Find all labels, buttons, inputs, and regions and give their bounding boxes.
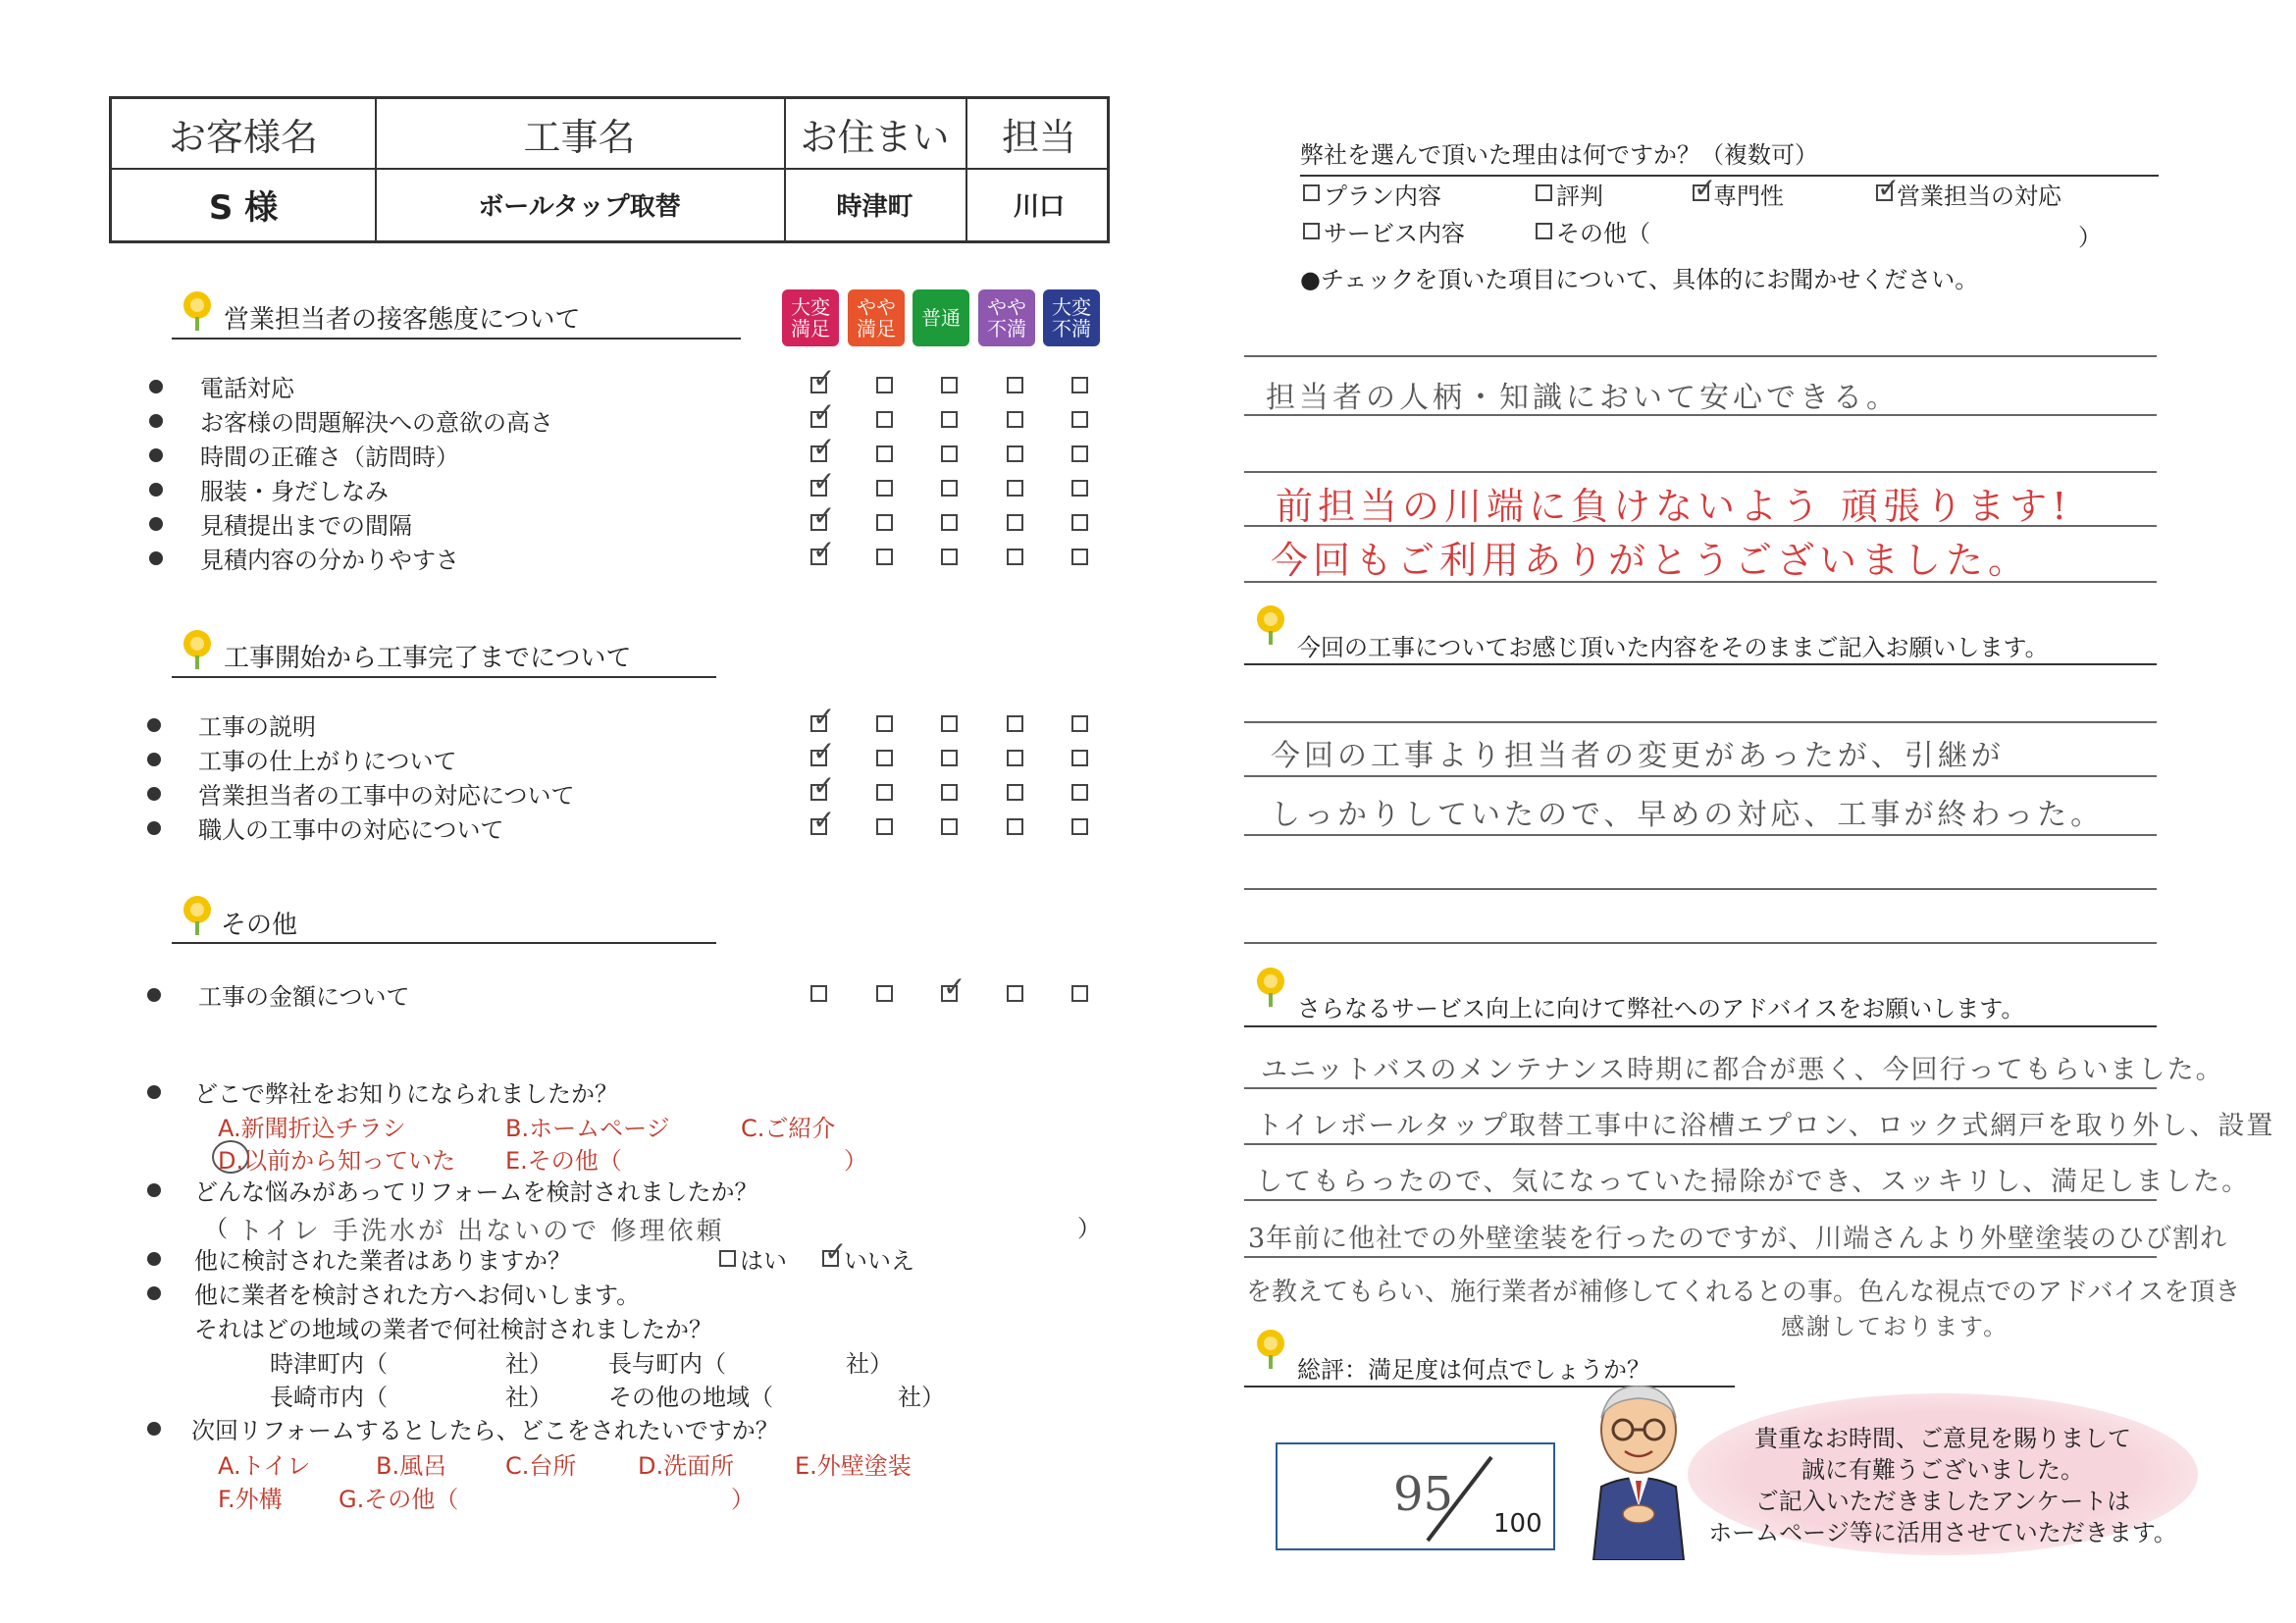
rating-item-label: 工事の金額について bbox=[198, 983, 410, 1011]
rating-checkbox-5[interactable] bbox=[1071, 514, 1088, 531]
check-mark: ✓ bbox=[812, 396, 836, 429]
section-underline bbox=[1244, 663, 2157, 665]
q-know-option-d: D.以前から知っていた bbox=[218, 1147, 456, 1175]
rating-item-label: お客様の問題解決への意欲の高さ bbox=[200, 409, 553, 437]
work-label: 工事名 bbox=[523, 115, 636, 159]
q-region-sha: 社） bbox=[846, 1350, 893, 1378]
staff-name: 川口 bbox=[1013, 191, 1065, 222]
flower-icon bbox=[1256, 1330, 1285, 1369]
rating-checkbox-5[interactable] bbox=[1071, 377, 1088, 393]
rating-checkbox-5[interactable] bbox=[1071, 715, 1088, 732]
reason-reputation-checkbox[interactable] bbox=[1536, 184, 1552, 201]
q-know-option-e-close: ） bbox=[844, 1147, 867, 1175]
rating-item-label: 見積内容の分かりやすさ bbox=[200, 547, 459, 574]
rating-checkbox-2[interactable] bbox=[876, 784, 893, 801]
score-slash bbox=[1423, 1452, 1501, 1545]
rating-item-label: 営業担当者の工事中の対応について bbox=[198, 782, 575, 810]
rating-checkbox-4[interactable] bbox=[1007, 715, 1023, 732]
rating-checkbox-3[interactable] bbox=[941, 750, 958, 766]
q-region-question-2: それはどの地域の業者で何社検討されましたか？ bbox=[194, 1316, 712, 1343]
check-mark: ✓ bbox=[812, 362, 836, 394]
section-underline bbox=[1244, 1025, 2157, 1027]
rating-checkbox-3[interactable] bbox=[941, 445, 958, 462]
bullet bbox=[149, 517, 163, 531]
q-other-question: 他に検討された業者はありますか？ bbox=[194, 1247, 571, 1275]
q-worry-close: ） bbox=[1077, 1215, 1101, 1242]
bullet bbox=[147, 1183, 161, 1197]
legend-badge-2: やや 満足 bbox=[848, 289, 905, 346]
rating-checkbox-3[interactable] bbox=[941, 377, 958, 393]
rating-checkbox-3[interactable] bbox=[941, 549, 958, 565]
q-next-option-f: F.外構 bbox=[218, 1486, 283, 1513]
reason-other-close: ） bbox=[2078, 224, 2102, 251]
check-mark: ✓ bbox=[812, 804, 836, 836]
staff-portrait-icon bbox=[1580, 1379, 1697, 1560]
ruled-line bbox=[1244, 355, 2157, 357]
rating-checkbox-3[interactable] bbox=[941, 715, 958, 732]
rating-checkbox-4[interactable] bbox=[1007, 377, 1023, 393]
q-know-option-a: A.新聞折込チラシ bbox=[218, 1115, 406, 1142]
reason-followup: ●チェックを頂いた項目について、具体的にお聞かせください。 bbox=[1300, 266, 1979, 293]
reason-expertise-label: 専門性 bbox=[1713, 183, 1784, 210]
bullet bbox=[147, 787, 161, 801]
q-other-yes-checkbox[interactable] bbox=[719, 1250, 736, 1267]
staff-label: 担当 bbox=[1001, 115, 1076, 159]
q-worry-open: （ bbox=[204, 1215, 228, 1242]
legend-badge-5: 大変 不満 bbox=[1043, 289, 1100, 346]
q-next-option-g-close: ） bbox=[731, 1486, 755, 1513]
customer-label: お客様名 bbox=[168, 115, 318, 159]
q-region-nagasaki: 長崎市内（ bbox=[270, 1384, 388, 1411]
check-mark: ✓ bbox=[943, 970, 966, 1003]
q-region-tokitsu: 時津町内（ bbox=[270, 1350, 388, 1378]
reason-plan-checkbox[interactable] bbox=[1303, 184, 1320, 201]
q-region-nagayo: 長与町内（ bbox=[608, 1350, 726, 1378]
q-region-sha: 社） bbox=[898, 1384, 945, 1411]
bullet bbox=[147, 1085, 161, 1099]
section-title-construction: 工事開始から工事完了までについて bbox=[224, 644, 632, 673]
q-know-question: どこで弊社をお知りになられましたか？ bbox=[194, 1080, 618, 1108]
ruled-line bbox=[1244, 525, 2157, 527]
bullet bbox=[147, 988, 161, 1002]
q-next-option-c: C.台所 bbox=[505, 1452, 577, 1480]
rating-checkbox-5[interactable] bbox=[1071, 784, 1088, 801]
q-region-sha: 社） bbox=[505, 1350, 552, 1378]
rating-checkbox-4[interactable] bbox=[1007, 445, 1023, 462]
rating-item-label: 見積提出までの間隔 bbox=[200, 512, 412, 540]
impression-title: 今回の工事についてお感じ頂いた内容をそのままご記入お願いします。 bbox=[1297, 634, 2049, 661]
bullet bbox=[149, 414, 163, 428]
ruled-line bbox=[1244, 942, 2157, 944]
bullet bbox=[149, 380, 163, 393]
rating-item-label: 服装・身だしなみ bbox=[200, 478, 389, 505]
rating-checkbox-2[interactable] bbox=[876, 750, 893, 766]
impression-line-1: 今回の工事より担当者の変更があったが、引継が bbox=[1271, 739, 2005, 773]
reason-service-label: サービス内容 bbox=[1324, 220, 1465, 247]
ruled-line bbox=[1244, 1087, 2157, 1089]
rating-checkbox-2[interactable] bbox=[876, 985, 893, 1002]
q-know-option-e: E.その他（ bbox=[505, 1147, 622, 1175]
bullet bbox=[147, 821, 161, 835]
header-table bbox=[109, 96, 1110, 243]
q-know-option-b: B.ホームページ bbox=[505, 1115, 670, 1142]
impression-line-2: しっかりしていたので、早めの対応、工事が終わった。 bbox=[1271, 798, 2105, 832]
thanks-line-4: ホームページ等に活用させていただきます。 bbox=[1708, 1519, 2177, 1546]
ruled-line bbox=[1244, 834, 2157, 836]
q-next-option-a: A.トイレ bbox=[218, 1452, 311, 1480]
q-other-no-label: いいえ bbox=[844, 1247, 914, 1275]
rating-checkbox-2[interactable] bbox=[876, 411, 893, 428]
q-worry-question: どんな悩みがあってリフォームを検討されましたか？ bbox=[194, 1178, 758, 1206]
ruled-line bbox=[1244, 888, 2157, 890]
advice-title: さらなるサービス向上に向けて弊社へのアドバイスをお願いします。 bbox=[1297, 995, 2025, 1022]
q-region-sha: 社） bbox=[505, 1384, 552, 1411]
rating-checkbox-2[interactable] bbox=[876, 377, 893, 393]
rating-checkbox-3[interactable] bbox=[941, 514, 958, 531]
advice-line-3: してもらったので、気になっていた掃除ができ、スッキリし、満足しました。 bbox=[1256, 1167, 2251, 1197]
rating-checkbox-2[interactable] bbox=[876, 549, 893, 565]
rating-checkbox-5[interactable] bbox=[1071, 750, 1088, 766]
check-mark: ✓ bbox=[1694, 172, 1717, 204]
rating-item-label: 工事の説明 bbox=[198, 713, 316, 741]
q-region-question-1: 他に業者を検討された方へお伺いします。 bbox=[194, 1282, 641, 1309]
rating-checkbox-4[interactable] bbox=[1007, 549, 1023, 565]
bullet bbox=[149, 551, 163, 565]
rating-checkbox-4[interactable] bbox=[1007, 818, 1023, 835]
rating-checkbox-5[interactable] bbox=[1071, 411, 1088, 428]
ruled-line bbox=[1244, 775, 2157, 777]
area-name: 時津町 bbox=[836, 191, 913, 222]
rating-checkbox-4[interactable] bbox=[1007, 985, 1023, 1002]
ruled-line bbox=[1244, 414, 2157, 416]
reason-other-label: その他（ bbox=[1556, 220, 1650, 247]
q-region-other: その他の地域（ bbox=[608, 1384, 773, 1411]
ruled-line bbox=[1244, 1199, 2157, 1201]
bullet bbox=[149, 448, 163, 462]
rating-checkbox-5[interactable] bbox=[1071, 818, 1088, 835]
flower-icon bbox=[1256, 605, 1285, 645]
flower-icon bbox=[1256, 968, 1285, 1007]
section-underline bbox=[172, 676, 716, 678]
customer-name: S 様 bbox=[208, 187, 279, 228]
rating-checkbox-4[interactable] bbox=[1007, 784, 1023, 801]
ruled-line bbox=[1244, 1256, 2157, 1258]
rating-checkbox-2[interactable] bbox=[876, 514, 893, 531]
reason-service-checkbox[interactable] bbox=[1303, 223, 1320, 239]
rating-item-label: 工事の仕上がりについて bbox=[198, 748, 457, 775]
rating-checkbox-4[interactable] bbox=[1007, 514, 1023, 531]
rating-checkbox-2[interactable] bbox=[876, 445, 893, 462]
rating-checkbox-4[interactable] bbox=[1007, 411, 1023, 428]
rating-item-label: 時間の正確さ（訪問時） bbox=[200, 444, 459, 471]
rating-item-label: 職人の工事中の対応について bbox=[198, 816, 504, 844]
flower-icon bbox=[183, 291, 212, 331]
q-next-option-d: D.洗面所 bbox=[638, 1452, 735, 1480]
rating-checkbox-1[interactable] bbox=[810, 985, 827, 1002]
section-underline bbox=[172, 338, 741, 340]
check-mark: ✓ bbox=[812, 534, 836, 566]
thanks-line-3: ご記入いただきましたアンケートは bbox=[1754, 1488, 2131, 1515]
ruled-line bbox=[1244, 471, 2157, 473]
check-mark: ✓ bbox=[812, 735, 836, 767]
rating-checkbox-5[interactable] bbox=[1071, 549, 1088, 565]
ruled-line bbox=[1244, 581, 2157, 583]
bullet bbox=[147, 718, 161, 732]
rating-checkbox-3[interactable] bbox=[941, 784, 958, 801]
section-underline bbox=[172, 942, 716, 944]
rating-checkbox-2[interactable] bbox=[876, 480, 893, 497]
score-max: 100 bbox=[1493, 1509, 1542, 1539]
advice-line-5: を教えてもらい、施行業者が補修してくれるとの事。色んな視点でのアドバイスを頂き bbox=[1246, 1278, 2241, 1307]
ruled-line bbox=[1244, 1143, 2157, 1145]
bullet bbox=[149, 483, 163, 497]
legend-badge-1: 大変 満足 bbox=[782, 289, 839, 346]
reason-reputation-label: 評判 bbox=[1556, 183, 1603, 210]
work-name: ボールタップ取替 bbox=[478, 191, 681, 222]
q-next-option-b: B.風呂 bbox=[376, 1452, 447, 1480]
q-next-question: 次回リフォームするとしたら、どこをされたいですか？ bbox=[191, 1417, 779, 1444]
advice-line-4: 3年前に他社での外壁塗装を行ったのですが、川端さんより外壁塗装のひび割れ bbox=[1248, 1224, 2228, 1254]
rating-checkbox-5[interactable] bbox=[1071, 985, 1088, 1002]
bullet bbox=[147, 1286, 161, 1300]
q-next-option-g: G.その他（ bbox=[339, 1486, 459, 1513]
thanks-line-2: 誠に有難うございました。 bbox=[1801, 1456, 2084, 1484]
legend-badge-4: やや 不満 bbox=[978, 289, 1035, 346]
flower-icon bbox=[183, 896, 212, 935]
thanks-line-1: 貴重なお時間、ご意見を賜りまして bbox=[1754, 1425, 2131, 1452]
rating-checkbox-4[interactable] bbox=[1007, 480, 1023, 497]
bullet bbox=[147, 1252, 161, 1266]
legend-badge-3: 普通 bbox=[913, 289, 969, 346]
section-title-other: その他 bbox=[221, 911, 298, 940]
rating-checkbox-5[interactable] bbox=[1071, 445, 1088, 462]
rating-checkbox-4[interactable] bbox=[1007, 750, 1023, 766]
rating-checkbox-2[interactable] bbox=[876, 818, 893, 835]
rating-item-label: 電話対応 bbox=[200, 375, 294, 402]
flower-icon bbox=[183, 630, 212, 669]
check-mark: ✓ bbox=[812, 769, 836, 802]
rating-checkbox-2[interactable] bbox=[876, 715, 893, 732]
check-mark: ✓ bbox=[812, 499, 836, 532]
advice-line-1: ユニットバスのメンテナンス時期に都合が悪く、今回行ってもらいました。 bbox=[1261, 1055, 2224, 1085]
staff-reply-line-1: 前担当の川端に負けないよう 頑張ります! bbox=[1276, 485, 2072, 528]
staff-reply-line-2: 今回もご利用ありがとうございました。 bbox=[1271, 539, 2031, 582]
reason-plan-label: プラン内容 bbox=[1324, 183, 1441, 210]
reason-answer: 担当者の人柄・知識において安心できる。 bbox=[1266, 381, 1900, 415]
rating-checkbox-5[interactable] bbox=[1071, 480, 1088, 497]
q-worry-answer: トイレ 手洗水が 出ないので 修理依頼 bbox=[237, 1217, 725, 1246]
reason-other-checkbox[interactable] bbox=[1536, 223, 1552, 239]
area-label: お住まい bbox=[800, 115, 950, 159]
rating-checkbox-3[interactable] bbox=[941, 411, 958, 428]
q-other-yes-label: はい bbox=[740, 1247, 787, 1275]
section-title-sales: 営業担当者の接客態度について bbox=[224, 305, 581, 335]
rating-checkbox-3[interactable] bbox=[941, 480, 958, 497]
check-mark: ✓ bbox=[812, 465, 836, 497]
score-value: 95 bbox=[1393, 1467, 1454, 1522]
bullet bbox=[147, 753, 161, 766]
score-title: 総評：満足度は何点でしょうか？ bbox=[1297, 1356, 1650, 1384]
check-mark: ✓ bbox=[824, 1235, 848, 1268]
advice-line-6: 感謝しております。 bbox=[1781, 1313, 2009, 1340]
ruled-line bbox=[1244, 721, 2157, 723]
check-mark: ✓ bbox=[812, 431, 836, 463]
reason-question: 弊社を選んで頂いた理由は何ですか？（複数可） bbox=[1300, 141, 1818, 169]
reason-staff-label: 営業担当の対応 bbox=[1897, 183, 2061, 210]
check-mark: ✓ bbox=[812, 701, 836, 733]
advice-line-2: トイレボールタップ取替工事中に浴槽エプロン、ロック式網戸を取り外し、設置 bbox=[1256, 1111, 2275, 1141]
check-mark: ✓ bbox=[1877, 172, 1901, 204]
rating-checkbox-3[interactable] bbox=[941, 818, 958, 835]
q-know-option-c: C.ご紹介 bbox=[741, 1115, 836, 1142]
bullet bbox=[147, 1422, 161, 1436]
q-next-option-e: E.外壁塗装 bbox=[795, 1452, 912, 1480]
